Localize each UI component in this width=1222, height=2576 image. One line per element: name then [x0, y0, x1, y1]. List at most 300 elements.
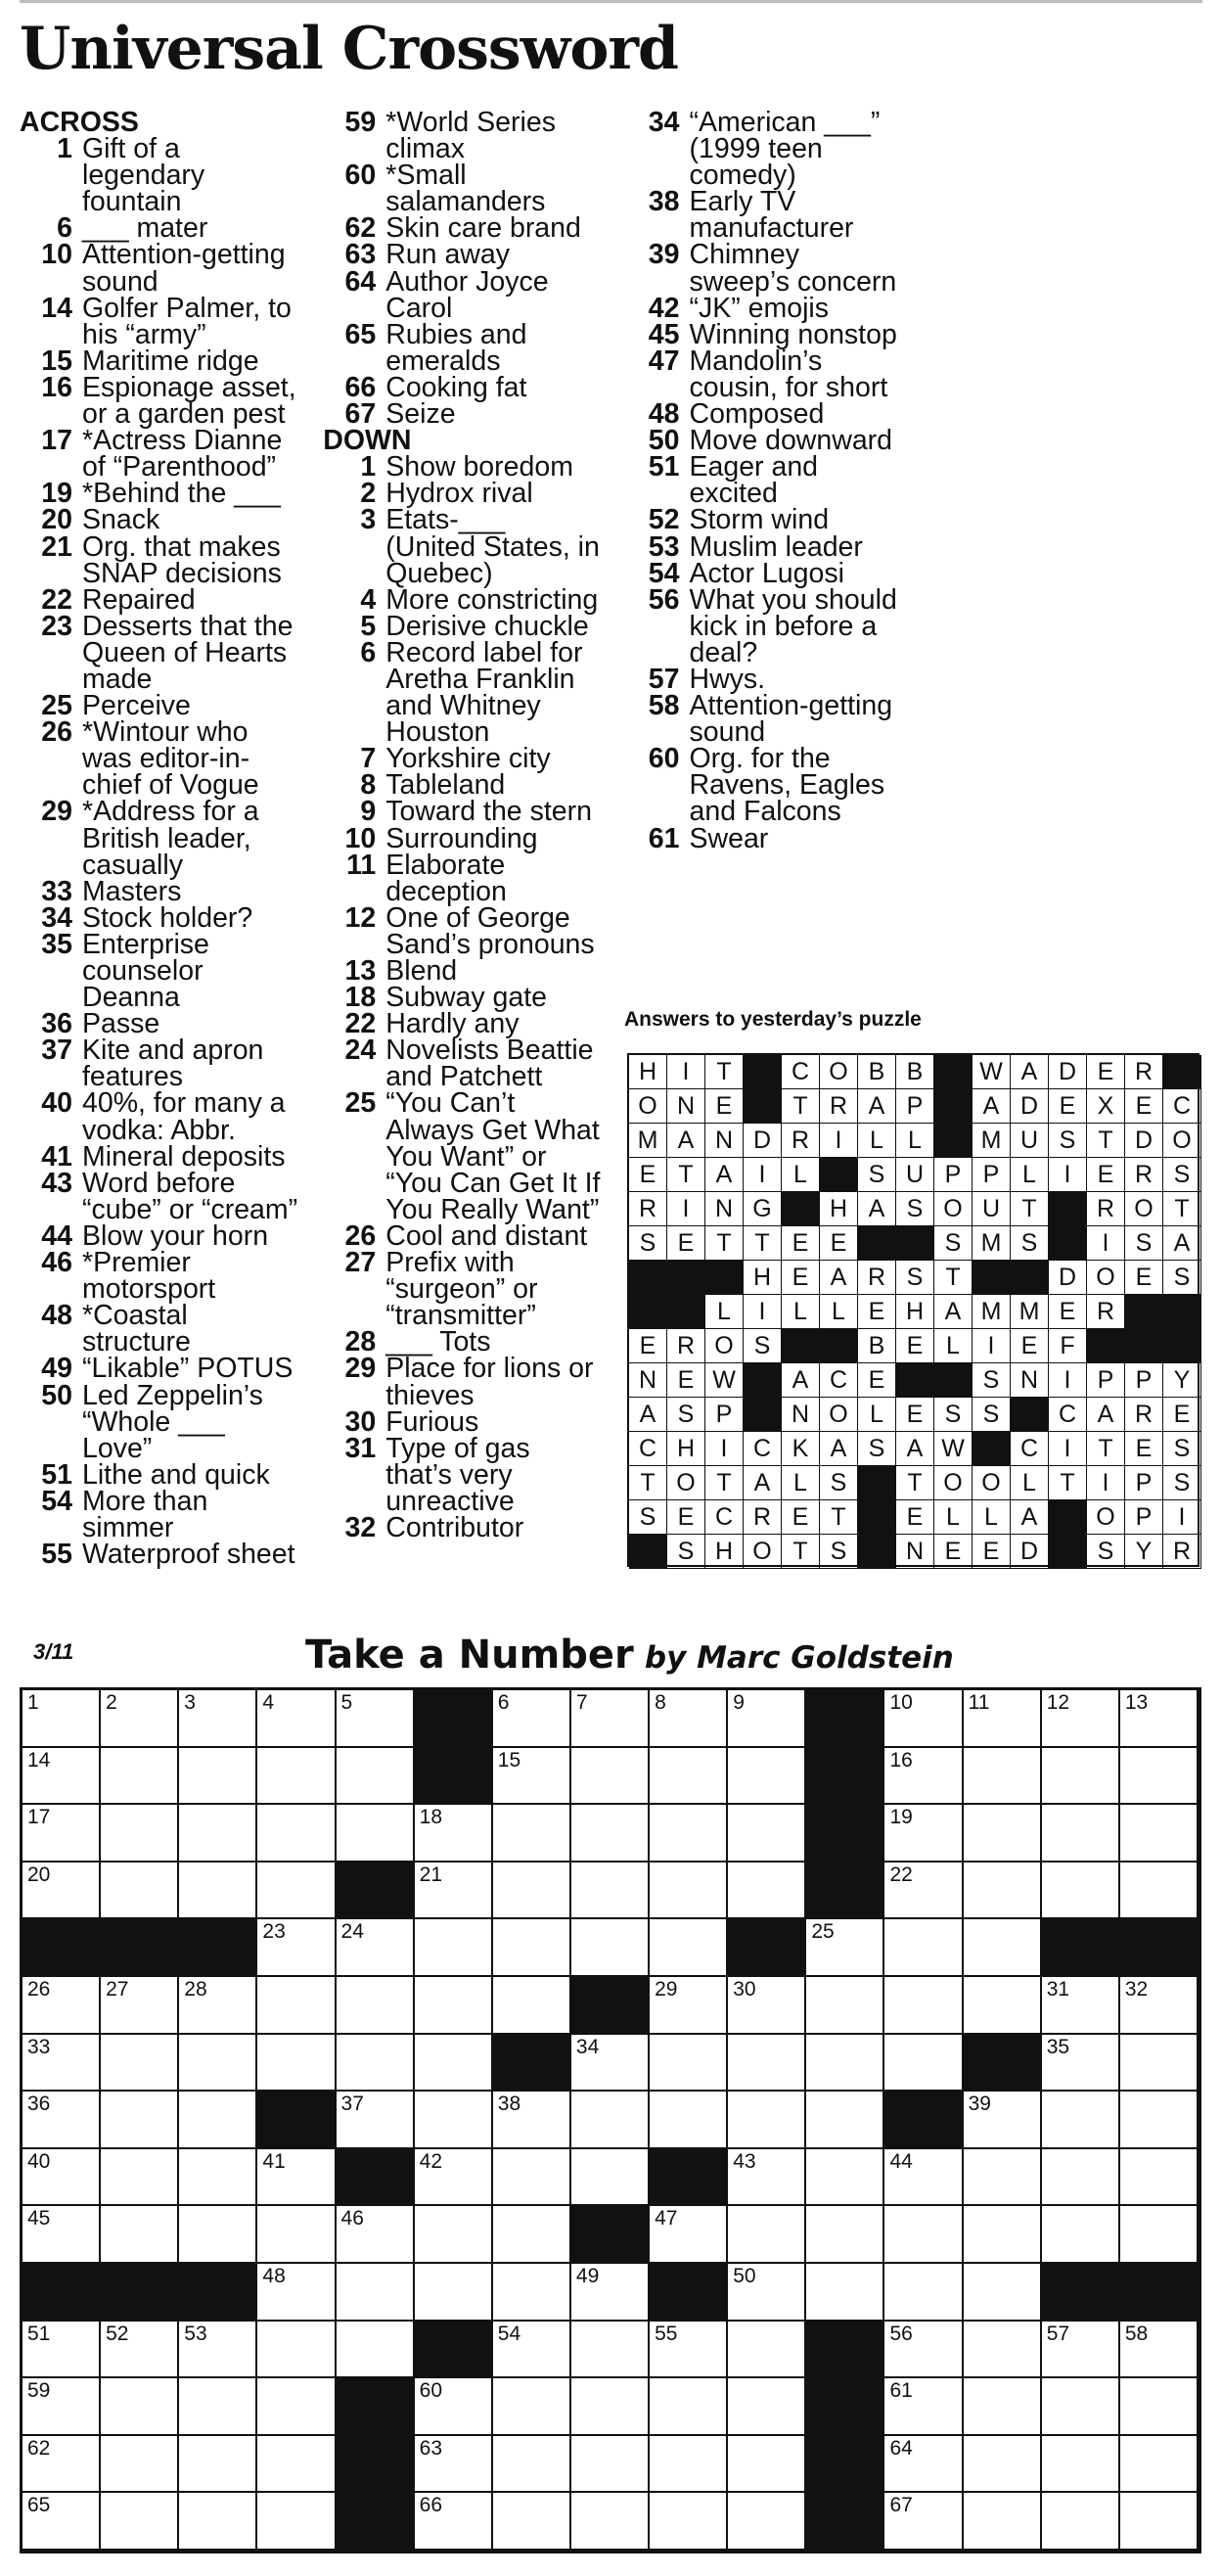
grid-cell[interactable]: [415, 1805, 493, 1863]
grid-cell[interactable]: [571, 1690, 650, 1748]
grid-cell[interactable]: [101, 1748, 179, 1806]
grid-cell[interactable]: [1120, 2436, 1199, 2494]
clue-text: Furious: [385, 1405, 479, 1438]
clue-text: Attention-getting sound: [689, 690, 893, 749]
grid-cell[interactable]: [101, 2322, 179, 2379]
answer-black-square: [705, 1261, 744, 1295]
cell-number: 66: [419, 2494, 443, 2517]
clue-text: Mandolin’s cousin, for short: [689, 345, 888, 403]
grid-cell[interactable]: [650, 2436, 728, 2494]
grid-cell[interactable]: [415, 2264, 493, 2322]
grid-cell[interactable]: [1120, 2092, 1199, 2149]
clue-text: Muslim leader: [689, 530, 863, 563]
grid-cell[interactable]: [337, 2035, 415, 2093]
grid-cell[interactable]: [179, 2035, 257, 2093]
clue-text: Attention-getting sound: [82, 239, 286, 298]
clue-number: 1: [360, 451, 377, 483]
across-clue: [20, 371, 297, 431]
grid-cell[interactable]: [23, 1748, 101, 1806]
grid-cell[interactable]: [23, 1805, 101, 1863]
grid-cell[interactable]: [806, 2264, 884, 2322]
grid-cell[interactable]: [257, 2378, 336, 2436]
answer-cell: T: [782, 1089, 820, 1124]
grid-cell[interactable]: [179, 1863, 257, 1920]
cell-number: 31: [1046, 1977, 1070, 2001]
grid-cell[interactable]: [415, 2092, 493, 2149]
grid-cell[interactable]: [571, 1805, 650, 1863]
grid-cell[interactable]: [806, 2035, 884, 2093]
puzzle-title: Take a Number: [305, 1633, 634, 1678]
down-clue: [323, 583, 601, 616]
answer-cell: S: [1087, 1535, 1125, 1569]
grid-cell[interactable]: [1042, 1977, 1120, 2035]
grid-cell[interactable]: [23, 1977, 101, 2035]
grid-cell[interactable]: [964, 2149, 1042, 2207]
clue-text: Led Zeppelin’s “Whole ___ Love”: [82, 1379, 263, 1464]
grid-cell[interactable]: [101, 2493, 179, 2551]
grid-cell[interactable]: [1042, 2436, 1120, 2494]
grid-cell[interactable]: [884, 1977, 963, 2035]
grid-cell[interactable]: [179, 2092, 257, 2149]
answer-cell: S: [744, 1329, 782, 1363]
grid-cell[interactable]: [964, 1863, 1042, 1920]
grid-cell[interactable]: [964, 2206, 1042, 2264]
across-clue: [20, 504, 297, 536]
grid-cell[interactable]: [571, 1863, 650, 1920]
grid-cell[interactable]: [728, 2206, 806, 2264]
grid-cell[interactable]: [806, 1977, 884, 2035]
grid-cell[interactable]: [884, 2035, 963, 2093]
grid-cell[interactable]: [23, 2206, 101, 2264]
clue-text: Swear: [689, 822, 769, 854]
cell-number: 36: [27, 2093, 51, 2116]
black-square: [806, 2378, 884, 2436]
clue-number: 34: [648, 107, 680, 138]
grid-cell[interactable]: [571, 2149, 650, 2207]
grid-cell[interactable]: [179, 1690, 257, 1748]
answer-black-square: [629, 1261, 667, 1295]
cell-number: 26: [27, 1977, 51, 2001]
answer-cell: T: [705, 1055, 744, 1089]
across-clue: [20, 690, 297, 722]
grid-cell[interactable]: [493, 2436, 571, 2494]
grid-cell[interactable]: [650, 2035, 728, 2093]
grid-cell[interactable]: [179, 2322, 257, 2379]
clue-number: 10: [344, 822, 377, 854]
grid-cell[interactable]: [964, 2264, 1042, 2322]
grid-cell[interactable]: [650, 1863, 728, 1920]
grid-cell[interactable]: [571, 2493, 650, 2551]
black-square: [806, 1748, 884, 1806]
grid-cell[interactable]: [806, 1919, 884, 1977]
grid-cell[interactable]: [964, 1690, 1042, 1748]
answer-black-square: [934, 1363, 973, 1398]
grid-cell[interactable]: [650, 1977, 728, 2035]
grid-cell[interactable]: [1120, 1690, 1199, 1748]
across-clue: [323, 212, 601, 245]
grid-cell[interactable]: [884, 2206, 963, 2264]
clue-text: Org. for the Ravens, Eagles and Falcons: [689, 743, 885, 828]
grid-cell[interactable]: [257, 1805, 336, 1863]
clue-text: Kite and apron features: [82, 1035, 264, 1093]
down-clue: [323, 610, 601, 642]
grid-cell[interactable]: [884, 1863, 963, 1920]
grid-cell[interactable]: [415, 2436, 493, 2494]
grid-cell[interactable]: [1042, 2206, 1120, 2264]
clue-number: 40: [41, 1087, 72, 1120]
grid-cell[interactable]: [884, 1805, 963, 1863]
grid-cell[interactable]: [257, 2322, 336, 2379]
grid-cell[interactable]: [257, 1977, 336, 2035]
cell-number: 24: [340, 1920, 364, 1944]
grid-cell[interactable]: [650, 2206, 728, 2264]
grid-cell[interactable]: [1120, 1748, 1199, 1806]
grid-cell[interactable]: [1042, 2149, 1120, 2207]
clue-number: 13: [344, 955, 377, 987]
grid-cell[interactable]: [493, 1919, 571, 1977]
answer-cell: W: [973, 1055, 1011, 1089]
cell-number: 60: [419, 2379, 443, 2403]
grid-cell[interactable]: [571, 2436, 650, 2494]
grid-cell[interactable]: [23, 2035, 101, 2093]
clue-text: More constricting: [385, 583, 599, 616]
grid-cell[interactable]: [23, 2149, 101, 2207]
grid-cell[interactable]: [415, 2206, 493, 2264]
grid-cell[interactable]: [493, 1863, 571, 1920]
grid-cell[interactable]: [650, 1805, 728, 1863]
clue-text: Etats-___ (United States, in Quebec): [385, 504, 600, 589]
grid-cell[interactable]: [650, 2493, 728, 2551]
grid-cell[interactable]: [728, 1748, 806, 1806]
grid-cell[interactable]: [257, 2264, 336, 2322]
grid-cell[interactable]: [101, 2092, 179, 2149]
answer-cell: N: [629, 1363, 667, 1398]
answer-black-square: [629, 1295, 667, 1329]
grid-cell[interactable]: [806, 2206, 884, 2264]
clue-number: 54: [41, 1485, 72, 1517]
clue-number: 49: [41, 1353, 72, 1385]
grid-cell[interactable]: [571, 1919, 650, 1977]
grid-cell[interactable]: [23, 1863, 101, 1920]
grid-cell[interactable]: [728, 1977, 806, 2035]
grid-cell[interactable]: [179, 2436, 257, 2494]
grid-cell[interactable]: [964, 2493, 1042, 2551]
grid-cell[interactable]: [728, 2436, 806, 2494]
grid-cell[interactable]: [728, 2378, 806, 2436]
grid-cell[interactable]: [257, 2149, 336, 2207]
cell-number: 62: [27, 2436, 51, 2460]
grid-cell[interactable]: [1120, 2206, 1199, 2264]
cell-number: 38: [497, 2093, 521, 2116]
grid-cell[interactable]: [1120, 2149, 1199, 2207]
grid-cell[interactable]: [101, 2436, 179, 2494]
grid-cell[interactable]: [101, 1863, 179, 1920]
grid-cell[interactable]: [728, 1863, 806, 1920]
clue-text: Seize: [385, 398, 456, 431]
grid-cell[interactable]: [964, 1919, 1042, 1977]
answer-cell: L: [934, 1500, 973, 1535]
answer-cell: O: [934, 1192, 973, 1226]
grid-cell[interactable]: [571, 1748, 650, 1806]
answer-cell: L: [820, 1295, 858, 1329]
clue-number: 9: [360, 796, 377, 828]
down-clue: [627, 743, 905, 828]
grid-cell[interactable]: [23, 1690, 101, 1748]
grid-cell[interactable]: [1042, 2493, 1120, 2551]
grid-cell[interactable]: [728, 2149, 806, 2207]
grid-cell[interactable]: [179, 2493, 257, 2551]
grid-cell[interactable]: [415, 1919, 493, 1977]
clue-number: 25: [344, 1087, 377, 1120]
clue-number: 6: [360, 636, 377, 668]
grid-cell[interactable]: [1042, 2035, 1120, 2093]
clue-text: Chimney sweep’s concern: [689, 239, 897, 298]
down-clue: [323, 982, 601, 1014]
grid-cell[interactable]: [337, 2322, 415, 2379]
grid-cell[interactable]: [337, 2206, 415, 2264]
grid-cell[interactable]: [1042, 2322, 1120, 2379]
down-clue: [323, 1008, 601, 1040]
grid-cell[interactable]: [884, 1919, 963, 1977]
clue-number: 2: [360, 478, 377, 510]
grid-cell[interactable]: [257, 1748, 336, 1806]
grid-cell[interactable]: [179, 2378, 257, 2436]
clue-text: Gift of a legendary fountain: [82, 133, 205, 218]
answer-cell: C: [1163, 1089, 1201, 1124]
down-clue: [627, 292, 905, 324]
grid-cell[interactable]: [964, 2092, 1042, 2149]
grid-cell[interactable]: [257, 1919, 336, 1977]
down-clue: [323, 504, 601, 589]
grid-cell[interactable]: [571, 2035, 650, 2093]
grid-cell[interactable]: [964, 2436, 1042, 2494]
clue-number: 46: [41, 1247, 72, 1279]
grid-cell[interactable]: [179, 1977, 257, 2035]
grid-cell[interactable]: [179, 1748, 257, 1806]
grid-cell[interactable]: [101, 2206, 179, 2264]
answer-cell: S: [858, 1432, 896, 1466]
answer-black-square: [1125, 1295, 1163, 1329]
grid-cell[interactable]: [23, 2493, 101, 2551]
clue-text: Record label for Aretha Franklin and Whitney Houston: [385, 636, 583, 749]
grid-cell[interactable]: [1120, 1977, 1199, 2035]
grid-cell[interactable]: [1042, 1863, 1120, 1920]
cell-number: 44: [889, 2149, 913, 2173]
black-square: [806, 2493, 884, 2551]
grid-cell[interactable]: [101, 1977, 179, 2035]
clue-number: 59: [344, 107, 377, 138]
cell-number: 45: [27, 2207, 51, 2231]
grid-cell[interactable]: [493, 2378, 571, 2436]
answer-black-square: [934, 1055, 973, 1089]
answer-cell: E: [629, 1329, 667, 1363]
grid-cell[interactable]: [884, 2149, 963, 2207]
across-clue: [323, 160, 601, 218]
clue-text: Word before “cube” or “cream”: [82, 1167, 298, 1225]
grid-cell[interactable]: [337, 2092, 415, 2149]
grid-cell[interactable]: [884, 1748, 963, 1806]
grid-cell[interactable]: [415, 2149, 493, 2207]
grid-cell[interactable]: [179, 2149, 257, 2207]
clue-text: “Likable” POTUS: [82, 1353, 294, 1385]
grid-cell[interactable]: [650, 2092, 728, 2149]
answer-cell: A: [1087, 1398, 1125, 1432]
answer-cell: T: [896, 1466, 934, 1500]
answer-black-square: [782, 1192, 820, 1226]
grid-cell[interactable]: [964, 1977, 1042, 2035]
cell-number: 19: [889, 1806, 913, 1829]
answer-black-square: [1163, 1329, 1201, 1363]
across-header: ACROSS: [20, 107, 139, 138]
grid-cell[interactable]: [964, 1748, 1042, 1806]
grid-cell[interactable]: [650, 1748, 728, 1806]
grid-cell[interactable]: [493, 2206, 571, 2264]
grid-cell[interactable]: [101, 2149, 179, 2207]
down-clue: [323, 822, 601, 854]
grid-cell[interactable]: [23, 2436, 101, 2494]
grid-cell[interactable]: [493, 2493, 571, 2551]
grid-cell[interactable]: [415, 1977, 493, 2035]
clue-number: 6: [57, 212, 72, 245]
black-square: [806, 1805, 884, 1863]
grid-cell[interactable]: [101, 1690, 179, 1748]
grid-cell[interactable]: [571, 2264, 650, 2322]
grid-cell[interactable]: [964, 2322, 1042, 2379]
grid-cell[interactable]: [650, 1690, 728, 1748]
grid-cell[interactable]: [884, 1690, 963, 1748]
black-square: [337, 2378, 415, 2436]
grid-cell[interactable]: [337, 1919, 415, 1977]
grid-cell[interactable]: [1120, 2378, 1199, 2436]
grid-cell[interactable]: [493, 1805, 571, 1863]
clue-number: 35: [41, 928, 72, 960]
grid-cell[interactable]: [493, 1748, 571, 1806]
grid-cell[interactable]: [728, 2035, 806, 2093]
grid-cell[interactable]: [1042, 1805, 1120, 1863]
grid-cell[interactable]: [493, 2149, 571, 2207]
grid-cell[interactable]: [884, 2322, 963, 2379]
grid-cell[interactable]: [964, 2378, 1042, 2436]
grid-cell[interactable]: [101, 2378, 179, 2436]
grid-cell[interactable]: [101, 1805, 179, 1863]
clue-number: 21: [41, 530, 72, 563]
grid-cell[interactable]: [337, 1977, 415, 2035]
black-square: [1120, 1919, 1199, 1977]
grid-cell[interactable]: [493, 1690, 571, 1748]
clue-text: Derisive chuckle: [385, 610, 589, 642]
grid-cell[interactable]: [493, 2092, 571, 2149]
grid-cell[interactable]: [179, 2206, 257, 2264]
clue-text: Tableland: [385, 769, 506, 802]
answer-cell: L: [705, 1295, 744, 1329]
grid-cell[interactable]: [415, 2378, 493, 2436]
grid-cell[interactable]: [257, 2206, 336, 2264]
grid-cell[interactable]: [884, 2264, 963, 2322]
grid-cell[interactable]: [1120, 2493, 1199, 2551]
grid-cell[interactable]: [179, 1805, 257, 1863]
answer-cell: S: [667, 1398, 705, 1432]
grid-cell[interactable]: [257, 2035, 336, 2093]
grid-cell[interactable]: [571, 2092, 650, 2149]
grid-cell[interactable]: [1042, 2092, 1120, 2149]
grid-cell[interactable]: [257, 1690, 336, 1748]
answer-cell: I: [667, 1192, 705, 1226]
clue-number: 29: [344, 1353, 377, 1385]
grid-cell[interactable]: [257, 2493, 336, 2551]
across-clue: [20, 1458, 297, 1491]
grid-cell[interactable]: [650, 1919, 728, 1977]
answer-cell: A: [667, 1124, 705, 1158]
grid-cell[interactable]: [1042, 1748, 1120, 1806]
grid-cell[interactable]: [728, 2493, 806, 2551]
answer-cell: X: [1087, 1089, 1125, 1124]
grid-cell[interactable]: [493, 1977, 571, 2035]
grid-cell[interactable]: [884, 2436, 963, 2494]
grid-cell[interactable]: [1042, 1690, 1120, 1748]
grid-cell[interactable]: [337, 1690, 415, 1748]
clue-number: 45: [648, 318, 680, 350]
grid-cell[interactable]: [1120, 2035, 1199, 2093]
grid-cell[interactable]: [415, 2035, 493, 2093]
grid-cell[interactable]: [964, 1805, 1042, 1863]
cell-number: 58: [1124, 2322, 1149, 2345]
answer-black-square: [1049, 1226, 1087, 1261]
grid-cell[interactable]: [337, 2264, 415, 2322]
grid-cell[interactable]: [1120, 1863, 1199, 1920]
grid-cell[interactable]: [23, 2092, 101, 2149]
grid-cell[interactable]: [650, 2322, 728, 2379]
answer-cell: I: [1049, 1432, 1087, 1466]
answers-grid: [627, 1053, 1199, 1567]
grid-cell[interactable]: [884, 2493, 963, 2551]
answer-cell: E: [973, 1535, 1011, 1569]
grid-cell[interactable]: [415, 1863, 493, 1920]
black-square: [337, 2493, 415, 2551]
grid-cell[interactable]: [884, 2378, 963, 2436]
grid-cell[interactable]: [337, 1805, 415, 1863]
grid-cell[interactable]: [728, 1690, 806, 1748]
grid-cell[interactable]: [728, 2264, 806, 2322]
grid-cell[interactable]: [728, 2092, 806, 2149]
grid-cell[interactable]: [1120, 1805, 1199, 1863]
clue-text: *Coastal structure: [82, 1300, 191, 1358]
grid-cell[interactable]: [23, 2322, 101, 2379]
grid-cell[interactable]: [650, 2378, 728, 2436]
grid-cell[interactable]: [101, 2035, 179, 2093]
grid-cell[interactable]: [493, 2322, 571, 2379]
grid-cell[interactable]: [1042, 2378, 1120, 2436]
grid-cell[interactable]: [571, 2322, 650, 2379]
down-clue: [323, 1353, 601, 1411]
grid-cell[interactable]: [337, 1748, 415, 1806]
answer-cell: E: [1011, 1329, 1049, 1363]
grid-cell[interactable]: [806, 2092, 884, 2149]
grid-cell[interactable]: [257, 2436, 336, 2494]
clue-number: 4: [360, 583, 377, 616]
grid-cell[interactable]: [571, 2378, 650, 2436]
grid-cell[interactable]: [806, 2149, 884, 2207]
grid-cell[interactable]: [728, 1805, 806, 1863]
grid-cell[interactable]: [1120, 2322, 1199, 2379]
grid-cell[interactable]: [493, 2264, 571, 2322]
grid-cell[interactable]: [415, 2493, 493, 2551]
grid-cell[interactable]: [257, 1863, 336, 1920]
answer-cell: R: [1087, 1192, 1125, 1226]
answer-cell: T: [934, 1261, 973, 1295]
grid-cell[interactable]: [728, 2322, 806, 2379]
grid-cell[interactable]: [23, 2378, 101, 2436]
answer-cell: W: [705, 1363, 744, 1398]
